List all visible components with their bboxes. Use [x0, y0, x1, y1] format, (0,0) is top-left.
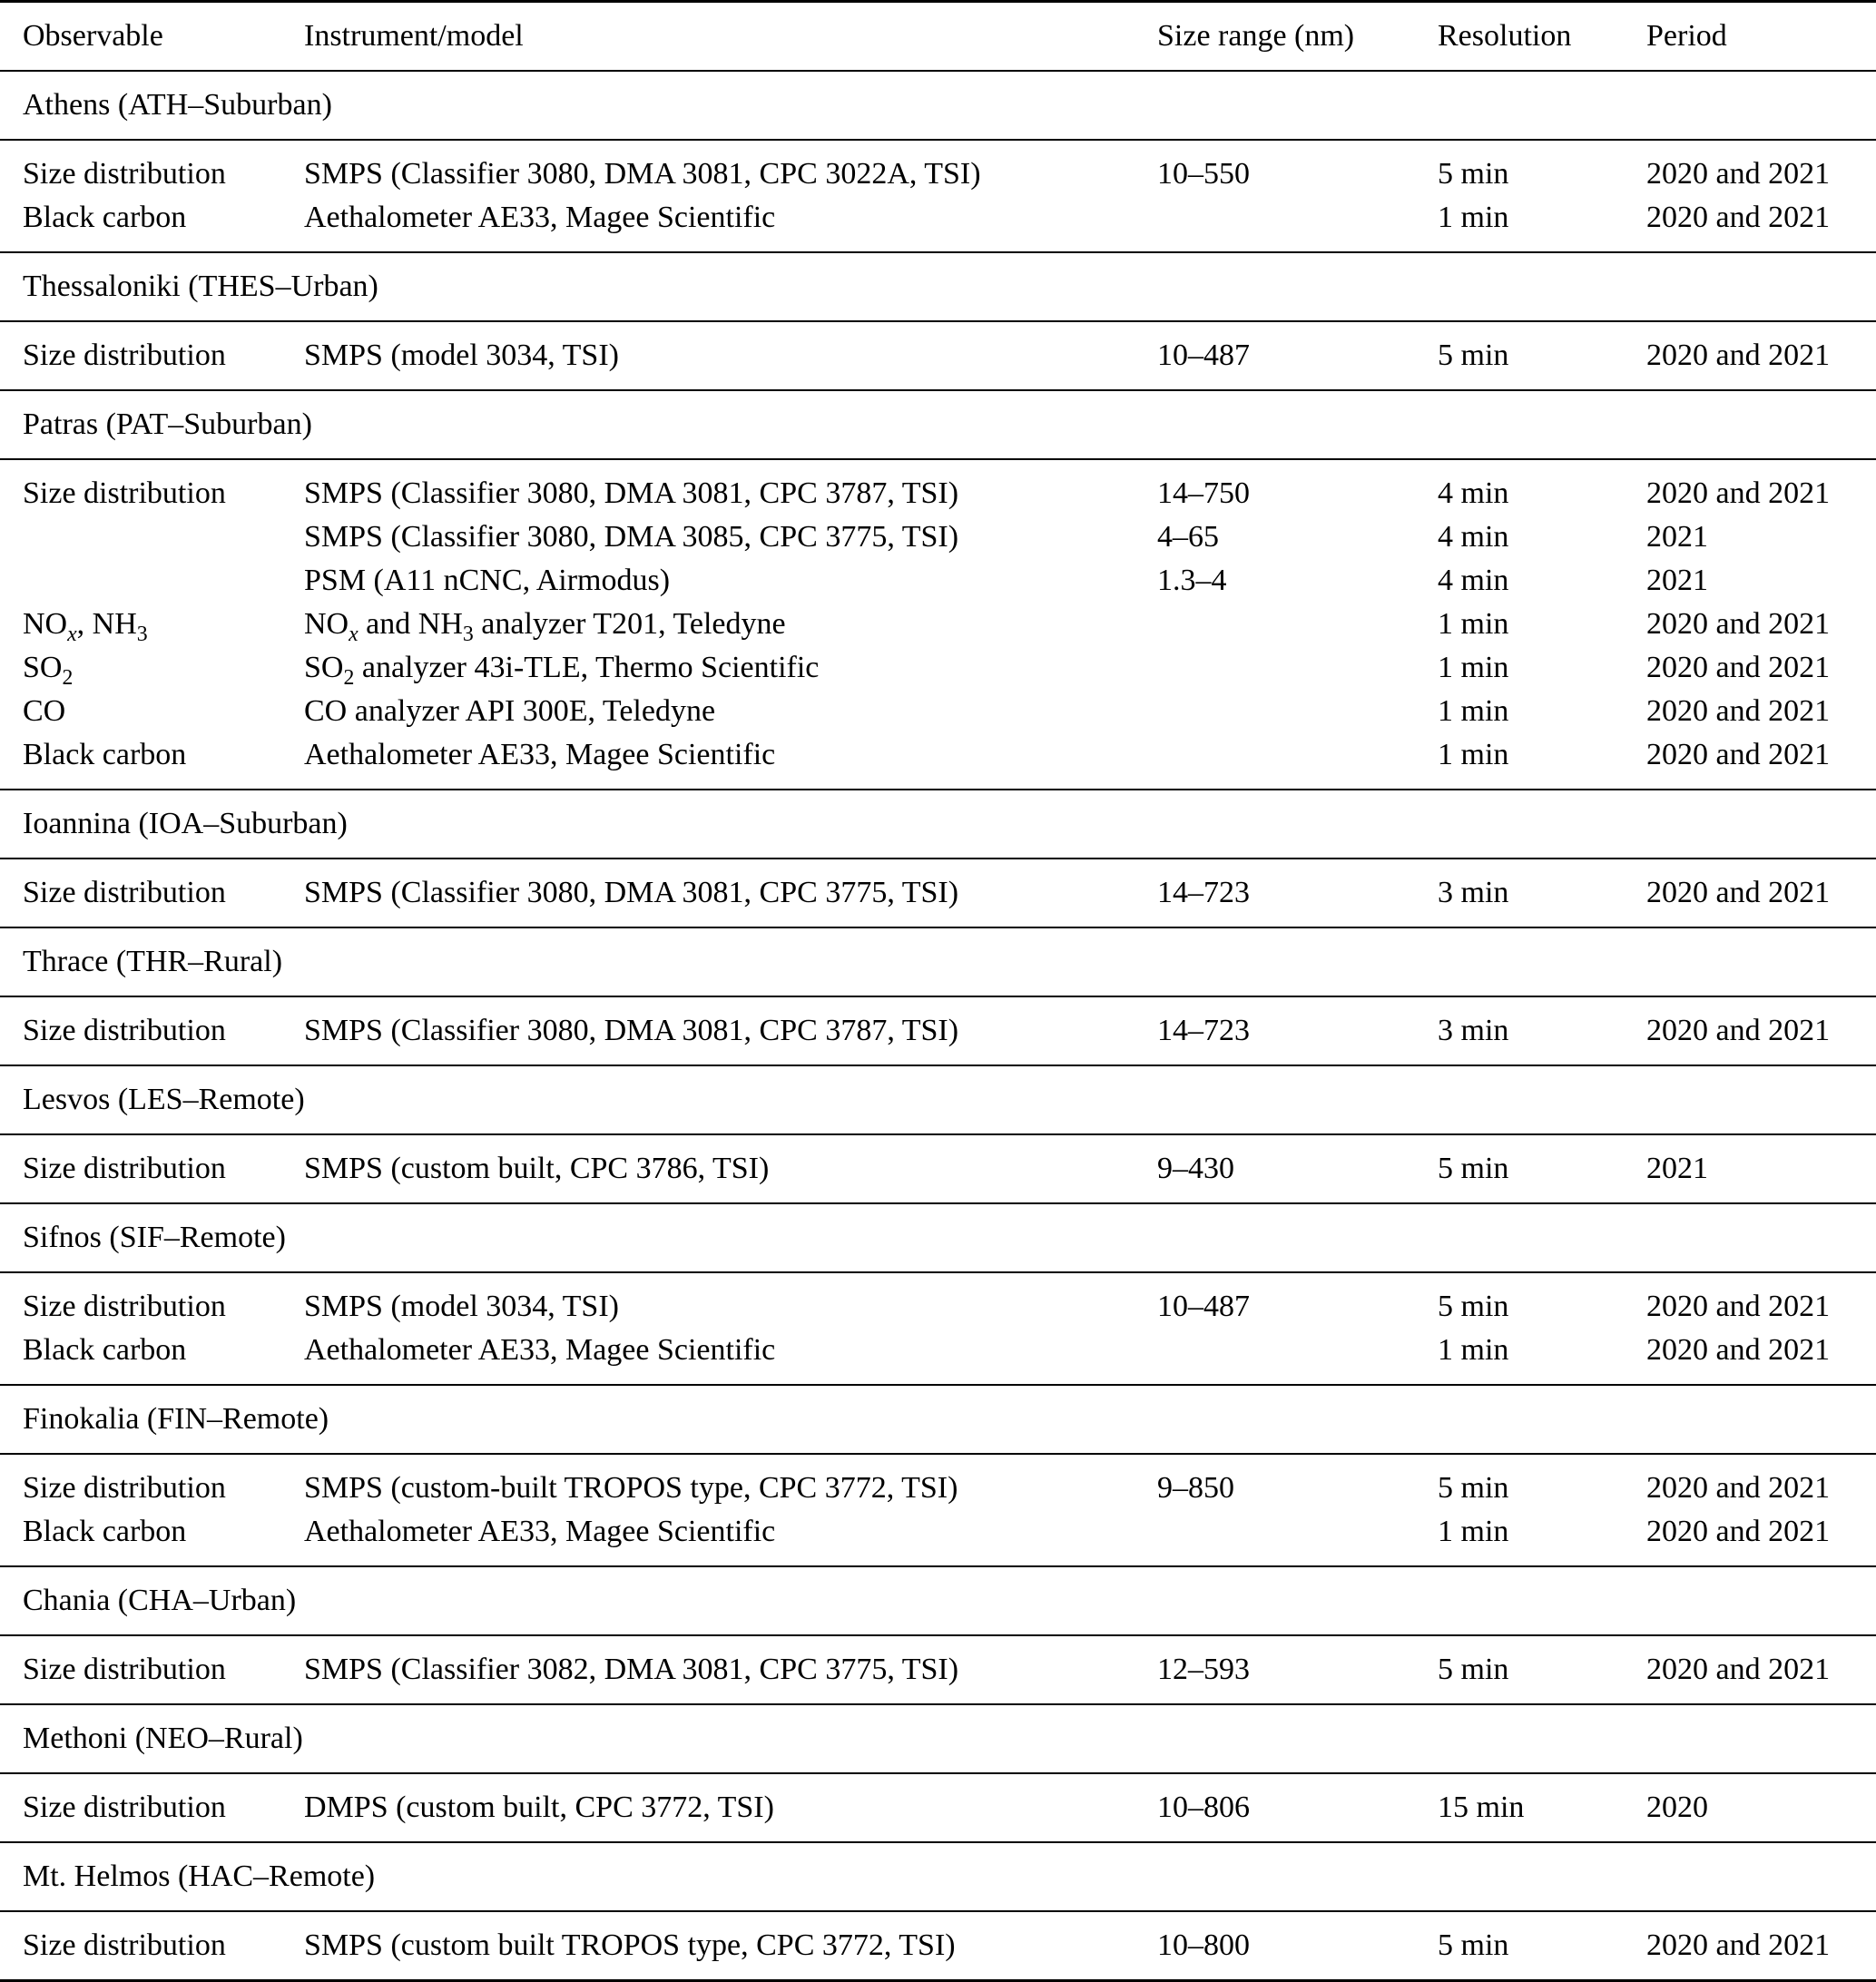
table-row [0, 1911, 1876, 1981]
section-title: Methoni (NEO–Rural) [0, 1704, 1876, 1773]
instrument-cell: SMPS (Classifier 3080, DMA 3085, CPC 3775, TSI) [304, 520, 959, 554]
period-cell: 2020 and 2021 [1646, 651, 1831, 684]
size-range-cell: 10–800 [1157, 1928, 1250, 1962]
section-row [0, 1842, 1876, 1911]
instrument-cell: Aethalometer AE33, Magee Scientific [304, 201, 776, 234]
period-cell: 2020 and 2021 [1646, 1014, 1831, 1047]
observable-cell [0, 559, 304, 603]
instrument-cell: SMPS (custom built TROPOS type, CPC 3772, TSI) [304, 1928, 956, 1962]
section-row [0, 252, 1876, 321]
section-title: Sifnos (SIF–Remote) [0, 1203, 1876, 1272]
size-range-cell: 10–806 [1157, 1791, 1250, 1824]
period-cell: 2020 and 2021 [1646, 1928, 1831, 1962]
table-header [0, 2, 1876, 72]
period-cell: 2020 and 2021 [1646, 476, 1831, 510]
instrument-cell: PSM (A11 nCNC, Airmodus) [304, 564, 671, 597]
instrument-cell: $NO_x$ and $NH_3$ analyzer T201, Teledyne [304, 607, 786, 646]
size-range-cell [1157, 1329, 1438, 1385]
instrument-cell: SMPS (Classifier 3080, DMA 3081, CPC 3022A, TSI) [304, 157, 981, 191]
instrument-cell: SMPS (Classifier 3082, DMA 3081, CPC 3775, TSI) [304, 1653, 959, 1686]
period-cell: 2020 and 2021 [1646, 607, 1831, 641]
resolution-cell: 1 min [1438, 201, 1509, 234]
instrument-cell: CO analyzer API 300E, Teledyne [304, 694, 716, 728]
section-row [0, 71, 1876, 140]
observable-cell: $SO_2$ [23, 651, 74, 690]
size-range-cell [1157, 196, 1438, 252]
table-row [0, 1510, 1876, 1566]
resolution-cell: 5 min [1438, 1471, 1509, 1505]
size-range-cell: 14–723 [1157, 1014, 1250, 1047]
section-title: Thrace (THR–Rural) [0, 927, 1876, 996]
table-row [0, 733, 1876, 790]
table-row [0, 1635, 1876, 1704]
instrument-cell: SMPS (Classifier 3080, DMA 3081, CPC 3775, TSI) [304, 876, 959, 909]
instrument-cell: SMPS (Classifier 3080, DMA 3081, CPC 3787, TSI) [304, 1014, 959, 1047]
observable-cell: Size distribution [23, 1653, 226, 1686]
column-header: Size range (nm) [1157, 2, 1438, 72]
observable-cell: Size distribution [23, 476, 226, 510]
resolution-cell: 5 min [1438, 1152, 1509, 1185]
resolution-cell: 4 min [1438, 476, 1509, 510]
resolution-cell: 1 min [1438, 607, 1509, 641]
table-row [0, 996, 1876, 1065]
observable-cell: Black carbon [23, 738, 187, 771]
period-cell: 2021 [1646, 1152, 1708, 1185]
table-row [0, 603, 1876, 646]
table-row [0, 1773, 1876, 1842]
section-title: Finokalia (FIN–Remote) [0, 1385, 1876, 1454]
resolution-cell: 1 min [1438, 1515, 1509, 1548]
size-range-cell: 14–750 [1157, 476, 1250, 510]
observable-cell [0, 515, 304, 559]
section-row [0, 1704, 1876, 1773]
size-range-cell [1157, 646, 1438, 690]
table-header-row [0, 2, 1876, 72]
column-header: Period [1646, 2, 1876, 72]
resolution-cell: 4 min [1438, 520, 1509, 554]
section-title: Ioannina (IOA–Suburban) [0, 790, 1876, 859]
size-range-cell: 10–487 [1157, 1290, 1250, 1323]
table-row [0, 1134, 1876, 1203]
size-range-cell [1157, 733, 1438, 790]
period-cell: 2020 and 2021 [1646, 339, 1831, 372]
observable-cell: Size distribution [23, 1791, 226, 1824]
resolution-cell: 3 min [1438, 876, 1509, 909]
section-title: Patras (PAT–Suburban) [0, 390, 1876, 459]
resolution-cell: 1 min [1438, 694, 1509, 728]
section-title: Athens (ATH–Suburban) [0, 71, 1876, 140]
size-range-cell: 4–65 [1157, 520, 1219, 554]
table-row [0, 559, 1876, 603]
observable-cell: CO [23, 694, 66, 728]
section-title: Mt. Helmos (HAC–Remote) [0, 1842, 1876, 1911]
column-header: Observable [0, 2, 304, 72]
period-cell: 2020 and 2021 [1646, 201, 1831, 234]
observable-cell: $NO_x$, $NH_3$ [23, 607, 148, 646]
instrument-cell: Aethalometer AE33, Magee Scientific [304, 1333, 776, 1367]
table-row [0, 140, 1876, 196]
resolution-cell: 1 min [1438, 651, 1509, 684]
observable-cell: Black carbon [23, 1333, 187, 1367]
size-range-cell: 12–593 [1157, 1653, 1250, 1686]
table-row [0, 690, 1876, 733]
observable-cell: Size distribution [23, 1014, 226, 1047]
resolution-cell: 3 min [1438, 1014, 1509, 1047]
resolution-cell: 5 min [1438, 1290, 1509, 1323]
period-cell: 2020 and 2021 [1646, 1333, 1831, 1367]
instrument-cell: Aethalometer AE33, Magee Scientific [304, 738, 776, 771]
resolution-cell: 5 min [1438, 1653, 1509, 1686]
table-row [0, 321, 1876, 390]
period-cell: 2020 and 2021 [1646, 1471, 1831, 1505]
table-row [0, 1272, 1876, 1329]
observable-cell: Size distribution [23, 157, 226, 191]
resolution-cell: 5 min [1438, 157, 1509, 191]
period-cell: 2020 and 2021 [1646, 157, 1831, 191]
instrument-cell: Aethalometer AE33, Magee Scientific [304, 1515, 776, 1548]
resolution-cell: 4 min [1438, 564, 1509, 597]
size-range-cell: 14–723 [1157, 876, 1250, 909]
table-row [0, 1454, 1876, 1510]
observable-cell: Size distribution [23, 339, 226, 372]
section-title: Lesvos (LES–Remote) [0, 1065, 1876, 1134]
resolution-cell: 5 min [1438, 339, 1509, 372]
resolution-cell: 1 min [1438, 738, 1509, 771]
section-row [0, 390, 1876, 459]
observable-cell: Size distribution [23, 1471, 226, 1505]
observable-cell: Size distribution [23, 876, 226, 909]
observable-cell: Black carbon [23, 1515, 187, 1548]
table-row [0, 1329, 1876, 1385]
period-cell: 2021 [1646, 520, 1708, 554]
section-row [0, 1203, 1876, 1272]
size-range-cell: 9–850 [1157, 1471, 1234, 1505]
instrument-cell: SMPS (custom built, CPC 3786, TSI) [304, 1152, 770, 1185]
instrument-cell: SMPS (Classifier 3080, DMA 3081, CPC 3787, TSI) [304, 476, 959, 510]
section-row [0, 1566, 1876, 1635]
table-row [0, 859, 1876, 927]
period-cell: 2020 and 2021 [1646, 876, 1831, 909]
period-cell: 2021 [1646, 564, 1708, 597]
observable-cell: Size distribution [23, 1928, 226, 1962]
resolution-cell: 15 min [1438, 1791, 1525, 1824]
period-cell: 2020 and 2021 [1646, 1290, 1831, 1323]
observable-cell: Size distribution [23, 1290, 226, 1323]
section-title: Chania (CHA–Urban) [0, 1566, 1876, 1635]
period-cell: 2020 [1646, 1791, 1708, 1824]
column-header: Instrument/model [304, 2, 1157, 72]
size-range-cell: 10–550 [1157, 157, 1250, 191]
instrument-cell: DMPS (custom built, CPC 3772, TSI) [304, 1791, 774, 1824]
resolution-cell: 1 min [1438, 1333, 1509, 1367]
table-row [0, 646, 1876, 690]
table-row [0, 515, 1876, 559]
size-range-cell [1157, 1510, 1438, 1566]
size-range-cell: 10–487 [1157, 339, 1250, 372]
period-cell: 2020 and 2021 [1646, 694, 1831, 728]
instrument-cell: $SO_2$ analyzer 43i-TLE, Thermo Scientific [304, 651, 820, 690]
instrument-cell: SMPS (model 3034, TSI) [304, 339, 619, 372]
size-range-cell [1157, 690, 1438, 733]
observable-cell: Size distribution [23, 1152, 226, 1185]
size-range-cell [1157, 603, 1438, 646]
instrument-cell: SMPS (custom-built TROPOS type, CPC 3772, TSI) [304, 1471, 958, 1505]
size-range-cell: 1.3–4 [1157, 564, 1227, 597]
table-row [0, 459, 1876, 515]
resolution-cell: 5 min [1438, 1928, 1509, 1962]
period-cell: 2020 and 2021 [1646, 1515, 1831, 1548]
section-title: Thessaloniki (THES–Urban) [0, 252, 1876, 321]
column-header: Resolution [1438, 2, 1646, 72]
observable-cell: Black carbon [23, 201, 187, 234]
section-row [0, 1385, 1876, 1454]
size-range-cell: 9–430 [1157, 1152, 1234, 1185]
period-cell: 2020 and 2021 [1646, 738, 1831, 771]
section-row [0, 1065, 1876, 1134]
table-row [0, 196, 1876, 252]
period-cell: 2020 and 2021 [1646, 1653, 1831, 1686]
instrument-cell: SMPS (model 3034, TSI) [304, 1290, 619, 1323]
section-row [0, 927, 1876, 996]
section-row [0, 790, 1876, 859]
